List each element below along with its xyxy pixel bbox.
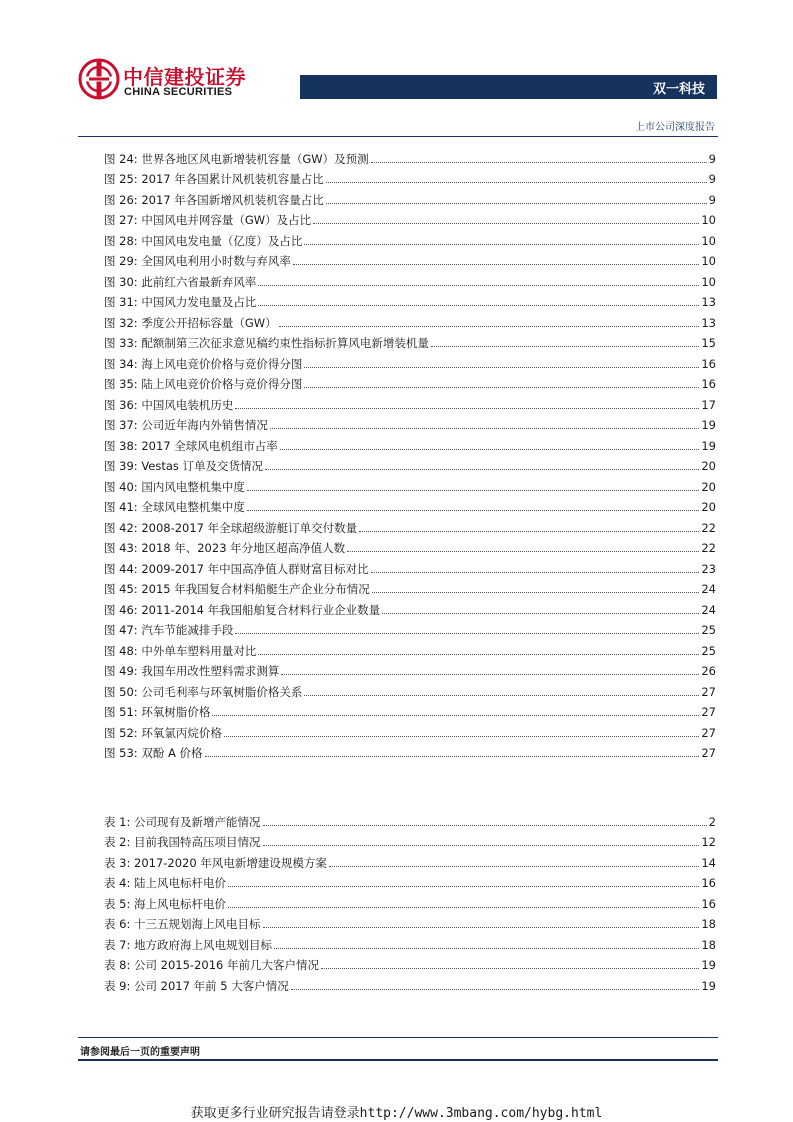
table-entry-label: 表 5: 海上风电标杆电价 xyxy=(104,896,227,911)
figure-entry-label: 图 36: 中国风电装机历史 xyxy=(104,397,234,412)
figure-entry-label: 图 52: 环氧氯丙烷价格 xyxy=(104,725,222,740)
dot-leader xyxy=(263,845,700,846)
figure-entry-page: 10 xyxy=(701,233,716,248)
dot-leader xyxy=(280,449,700,450)
figure-entry-page: 24 xyxy=(701,582,716,596)
header-divider xyxy=(78,136,718,137)
figure-entry[interactable] xyxy=(104,227,716,248)
figure-entry-label: 图 40: 国内风电整机集中度 xyxy=(104,479,245,494)
figure-entry-page: 9 xyxy=(708,151,716,166)
figure-entry[interactable] xyxy=(104,391,716,412)
table-entry-label: 表 4: 陆上风电标杆电价 xyxy=(104,876,227,890)
dot-leader xyxy=(228,907,699,908)
dot-leader xyxy=(372,592,700,593)
dot-leader xyxy=(304,387,699,388)
figure-entry[interactable] xyxy=(104,699,716,720)
figure-entry[interactable] xyxy=(104,494,716,515)
figure-entry[interactable] xyxy=(104,268,716,289)
dot-leader xyxy=(274,948,699,949)
figure-entry[interactable] xyxy=(104,350,716,371)
table-entry-label: 表 2: 目前我国特高压项目情况 xyxy=(104,835,261,849)
figure-entry-page: 13 xyxy=(701,315,716,330)
figure-entry-label: 图 47: 汽车节能减排手段 xyxy=(104,623,234,637)
figure-entry-page: 24 xyxy=(701,602,716,617)
figure-entry[interactable] xyxy=(104,186,716,207)
report-type: 上市公司深度报告 xyxy=(635,122,715,133)
bottom-note: 获取更多行业研究报告请登录http://www.3mbang.com/hybg.html xyxy=(190,1106,603,1121)
figure-entry-label: 图 26: 2017 年各国新增风机装机容量占比 xyxy=(104,192,324,207)
figure-entry[interactable] xyxy=(104,166,716,187)
figure-entry[interactable] xyxy=(104,617,716,638)
dot-leader xyxy=(258,305,699,306)
figure-entry[interactable] xyxy=(104,309,716,330)
table-entry[interactable] xyxy=(104,849,716,870)
figure-entry-page: 20 xyxy=(701,500,716,514)
dot-leader xyxy=(281,674,699,675)
figure-entry-page: 23 xyxy=(701,561,716,576)
dot-leader xyxy=(247,490,700,491)
dot-leader xyxy=(304,367,699,368)
figure-entry[interactable] xyxy=(104,719,716,740)
figure-entry[interactable] xyxy=(104,432,716,453)
figure-entry-label: 图 44: 2009-2017 年中国高净值人群财富目标对比 xyxy=(104,561,369,576)
figure-entry-page: 10 xyxy=(701,254,716,268)
figure-entry[interactable] xyxy=(104,330,716,351)
figure-entry[interactable] xyxy=(104,473,716,494)
figure-entry[interactable] xyxy=(104,207,716,228)
figure-entry[interactable] xyxy=(104,289,716,310)
figure-entry[interactable] xyxy=(104,248,716,269)
figure-entry-page: 10 xyxy=(701,213,716,227)
figure-entry-page: 9 xyxy=(708,192,716,207)
dot-leader xyxy=(326,203,707,204)
dot-leader xyxy=(247,510,700,511)
figure-entry-label: 图 39: Vestas 订单及交货情况 xyxy=(104,459,264,473)
figure-entry-page: 25 xyxy=(701,643,716,658)
figure-entry-label: 图 25: 2017 年各国累计风机装机容量占比 xyxy=(104,172,324,186)
dot-leader xyxy=(228,886,699,887)
dot-leader xyxy=(382,613,699,614)
figure-entry[interactable] xyxy=(104,535,716,556)
figure-entry-label: 图 42: 2008-2017 年全球超级游艇订单交付数量 xyxy=(104,520,358,535)
dot-leader xyxy=(263,927,700,928)
figure-entry-label: 图 31: 中国风力发电量及占比 xyxy=(104,295,257,309)
figure-entry-page: 20 xyxy=(701,459,716,473)
dot-leader xyxy=(263,825,707,826)
table-entry-label: 表 6: 十三五规划海上风电目标 xyxy=(104,917,261,931)
table-entry-page: 16 xyxy=(701,896,716,911)
figure-entry-page: 20 xyxy=(701,479,716,494)
figure-entry-label: 图 43: 2018 年、2023 年分地区超高净值人数 xyxy=(104,541,346,555)
figure-entry[interactable] xyxy=(104,637,716,658)
figure-entry-page: 19 xyxy=(701,418,716,432)
figure-entry-page: 17 xyxy=(701,397,716,412)
figure-entry-page: 22 xyxy=(701,541,716,555)
table-entry-label: 表 1: 公司现有及新增产能情况 xyxy=(104,814,261,829)
figure-entry-label: 图 50: 公司毛利率与环氧树脂价格关系 xyxy=(104,684,303,699)
dot-leader xyxy=(235,408,699,409)
dot-leader xyxy=(304,244,699,245)
dot-leader xyxy=(371,162,707,163)
dot-leader xyxy=(431,346,700,347)
dot-leader xyxy=(329,866,700,867)
table-entry-page: 18 xyxy=(701,917,716,931)
figure-entry-label: 图 32: 季度公开招标容量（GW） xyxy=(104,315,277,330)
table-entry-page: 19 xyxy=(701,958,716,972)
table-entry-label: 表 3: 2017-2020 年风电新增建设规模方案 xyxy=(104,855,327,870)
company-name: 双一科技 xyxy=(652,82,705,97)
table-entry-page: 12 xyxy=(701,835,716,849)
company-logo xyxy=(78,58,253,102)
table-entry[interactable] xyxy=(104,890,716,911)
dot-leader xyxy=(359,531,699,532)
figure-entry-page: 27 xyxy=(701,725,716,740)
header-bar xyxy=(300,75,717,99)
footer-divider xyxy=(78,1037,718,1038)
dot-leader xyxy=(321,968,699,969)
figure-entry[interactable] xyxy=(104,678,716,699)
figure-list xyxy=(104,145,716,760)
dot-leader xyxy=(304,695,699,696)
table-entry-label: 表 8: 公司 2015-2016 年前几大客户情况 xyxy=(104,958,319,972)
china-securities-logo-icon xyxy=(78,58,120,100)
dot-leader xyxy=(235,633,699,634)
table-entry[interactable] xyxy=(104,972,716,993)
figure-entry[interactable] xyxy=(104,576,716,597)
table-entry-page: 18 xyxy=(701,937,716,952)
figure-entry-page: 13 xyxy=(701,295,716,309)
figure-entry[interactable] xyxy=(104,145,716,166)
figure-entry-label: 图 30: 此前红六省最新弃风率 xyxy=(104,274,257,289)
figure-entry-label: 图 51: 环氧树脂价格 xyxy=(104,705,211,719)
figure-entry[interactable] xyxy=(104,412,716,433)
dot-leader xyxy=(279,326,700,327)
table-entry[interactable] xyxy=(104,829,716,850)
figure-entry-page: 19 xyxy=(701,438,716,453)
figure-entry-label: 图 28: 中国风电发电量（亿度）及占比 xyxy=(104,233,303,248)
figure-entry-page: 16 xyxy=(701,377,716,391)
figure-entry-label: 图 33: 配额制第三次征求意见稿约束性指标折算风电新增装机量 xyxy=(104,336,429,350)
dot-leader xyxy=(293,264,700,265)
figure-entry-label: 图 29: 全国风电利用小时数与弃风率 xyxy=(104,254,291,268)
figure-entry-page: 27 xyxy=(701,684,716,699)
figure-entry-label: 图 45: 2015 年我国复合材料船艇生产企业分布情况 xyxy=(104,582,370,596)
table-entry-page: 14 xyxy=(701,855,716,870)
table-entry-label: 表 7: 地方政府海上风电规划目标 xyxy=(104,937,273,952)
figure-entry-label: 图 38: 2017 全球风电机组市占率 xyxy=(104,438,278,453)
figure-entry-label: 图 49: 我国车用改性塑料需求测算 xyxy=(104,664,280,678)
figure-entry-page: 15 xyxy=(701,336,716,350)
dot-leader xyxy=(270,428,700,429)
dot-leader xyxy=(313,223,699,224)
table-entry[interactable] xyxy=(104,808,716,829)
logo-chinese-name: 中信建投证券 xyxy=(123,65,246,89)
figure-entry-label: 图 48: 中外单车塑料用量对比 xyxy=(104,643,257,658)
figure-entry-label: 图 24: 世界各地区风电新增装机容量（GW）及预测 xyxy=(104,151,369,166)
figure-entry-page: 27 xyxy=(701,705,716,719)
figure-entry-page: 25 xyxy=(701,623,716,637)
dot-leader xyxy=(291,989,700,990)
table-entry-label: 表 9: 公司 2017 年前 5 大客户情况 xyxy=(104,978,289,993)
table-entry-page: 2 xyxy=(708,814,716,829)
disclaimer: 请参阅最后一页的重要声明 xyxy=(80,1047,200,1058)
figure-entry-page: 16 xyxy=(701,356,716,371)
figure-entry[interactable] xyxy=(104,596,716,617)
figure-entry-page: 10 xyxy=(701,274,716,289)
figure-entry[interactable] xyxy=(104,555,716,576)
figure-entry-label: 图 41: 全球风电整机集中度 xyxy=(104,500,245,514)
dot-leader xyxy=(371,572,700,573)
dot-leader xyxy=(258,285,699,286)
figure-entry[interactable] xyxy=(104,658,716,679)
figure-entry[interactable] xyxy=(104,514,716,535)
table-entry[interactable] xyxy=(104,931,716,952)
dot-leader xyxy=(326,182,707,183)
figure-entry[interactable] xyxy=(104,740,716,761)
figure-entry-label: 图 46: 2011-2014 年我国船舶复合材料行业企业数量 xyxy=(104,602,381,617)
figure-entry-label: 图 27: 中国风电并网容量（GW）及占比 xyxy=(104,213,312,227)
table-entry[interactable] xyxy=(104,870,716,891)
figure-entry-page: 9 xyxy=(708,172,716,186)
figure-entry-label: 图 53: 双酚 A 价格 xyxy=(104,746,203,760)
figure-entry[interactable] xyxy=(104,371,716,392)
table-entry-page: 16 xyxy=(701,876,716,890)
dot-leader xyxy=(224,736,700,737)
dot-leader xyxy=(265,469,699,470)
table-entry[interactable] xyxy=(104,911,716,932)
footer-divider-bottom xyxy=(78,1059,718,1061)
figure-entry-label: 图 34: 海上风电竞价价格与竞价得分图 xyxy=(104,356,303,371)
dot-leader xyxy=(347,551,699,552)
dot-leader xyxy=(212,715,699,716)
table-list xyxy=(104,808,716,993)
figure-entry-page: 26 xyxy=(701,664,716,678)
table-entry-page: 19 xyxy=(701,978,716,993)
logo-english-name: CHINA SECURITIES xyxy=(124,86,233,98)
figure-entry-page: 22 xyxy=(701,520,716,535)
figure-entry-label: 图 35: 陆上风电竞价价格与竞价得分图 xyxy=(104,377,303,391)
figure-entry-label: 图 37: 公司近年海内外销售情况 xyxy=(104,418,268,432)
figure-entry[interactable] xyxy=(104,453,716,474)
table-entry[interactable] xyxy=(104,952,716,973)
dot-leader xyxy=(258,654,699,655)
dot-leader xyxy=(205,756,700,757)
figure-entry-page: 27 xyxy=(701,746,716,760)
